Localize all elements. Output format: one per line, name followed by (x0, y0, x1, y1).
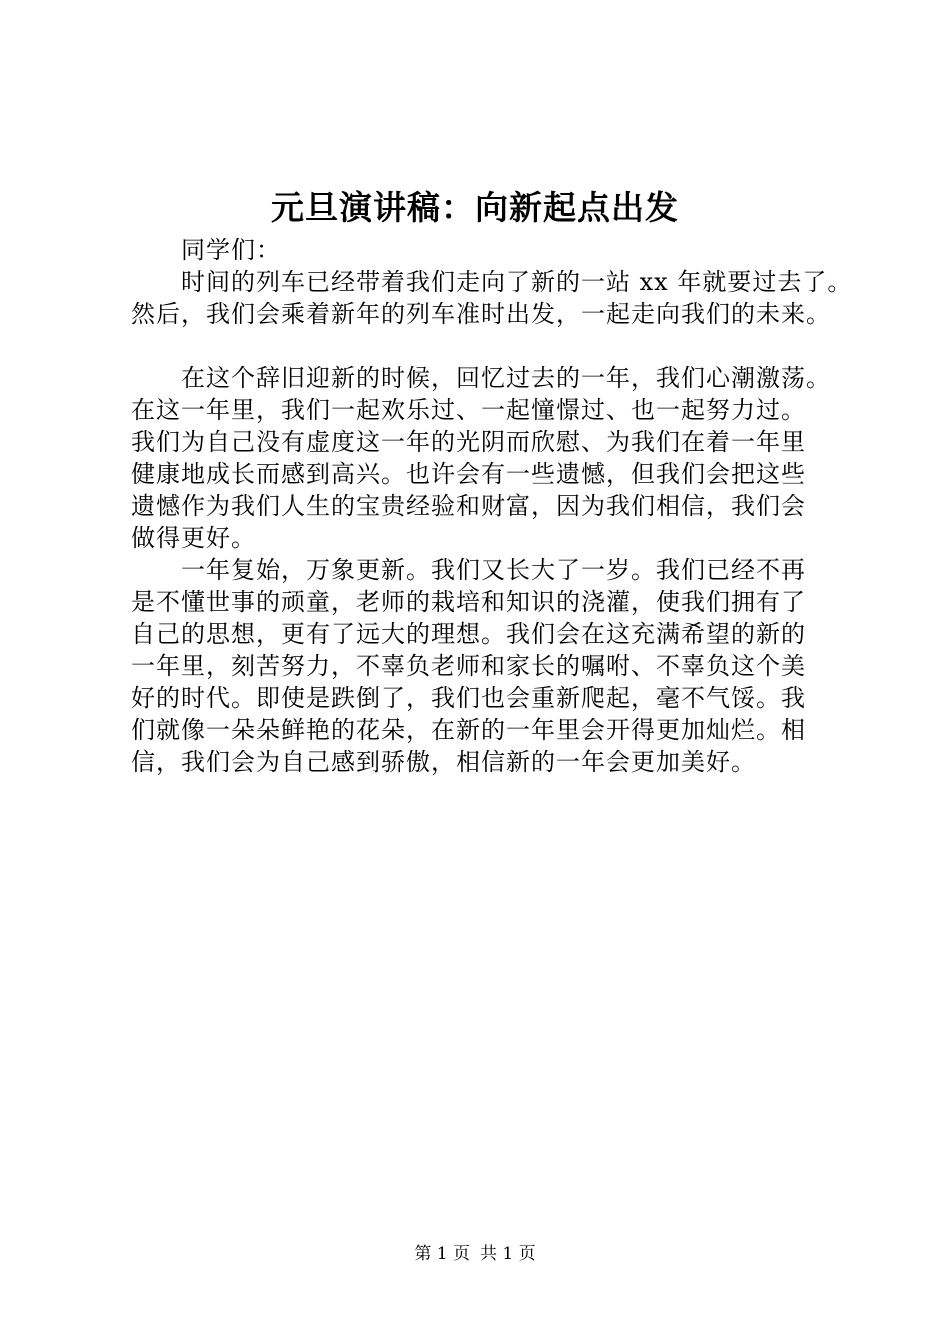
paragraph-3-line-5: 好的时代。即使是跌倒了，我们也会重新爬起，毫不气馁。我 (131, 684, 806, 712)
document-body (131, 234, 851, 778)
paragraph-2-line-6: 做得更好。 (131, 524, 256, 552)
paragraph-3-line-1: 一年复始，万象更新。我们又长大了一岁。我们已经不再 (181, 556, 806, 584)
paragraph-3-line-4: 一年里，刻苦努力，不辜负老师和家长的嘱咐、不辜负这个美 (131, 652, 806, 680)
paragraph-3-line-7: 信，我们会为自己感到骄傲，相信新的一年会更加美好。 (131, 748, 756, 776)
paragraph-3-line-3: 自己的思想，更有了远大的理想。我们会在这充满希望的新的 (131, 620, 806, 648)
paragraph-2-line-2: 在这一年里，我们一起欢乐过、一起憧憬过、也一起努力过。 (131, 396, 806, 424)
page-total: 共 1 页 (480, 1244, 536, 1264)
paragraph-2-line-5: 遗憾作为我们人生的宝贵经验和财富，因为我们相信，我们会 (131, 492, 806, 520)
paragraph-2-line-1: 在这个辞旧迎新的时候，回忆过去的一年，我们心潮激荡。 (181, 364, 831, 392)
salutation: 同学们： (181, 236, 281, 264)
paragraph-1-line-1: 时间的列车已经带着我们走向了新的一站 xx 年就要过去了。 (181, 268, 853, 296)
paragraph-2-line-4: 健康地成长而感到高兴。也许会有一些遗憾，但我们会把这些 (131, 460, 806, 488)
page-number: 第 1 页 (414, 1244, 470, 1264)
page-footer (0, 1242, 950, 1266)
paragraph-3-line-2: 是不懂世事的顽童，老师的栽培和知识的浇灌，使我们拥有了 (131, 588, 806, 616)
blank-line (131, 330, 851, 362)
paragraph-2-line-3: 我们为自己没有虚度这一年的光阴而欣慰、为我们在着一年里 (131, 428, 806, 456)
document-title: 元旦演讲稿：向新起点出发 (271, 188, 679, 227)
paragraph-3-line-6: 们就像一朵朵鲜艳的花朵，在新的一年里会开得更加灿烂。相 (131, 716, 806, 744)
paragraph-1-line-2: 然后，我们会乘着新年的列车准时出发，一起走向我们的未来。 (131, 300, 831, 328)
